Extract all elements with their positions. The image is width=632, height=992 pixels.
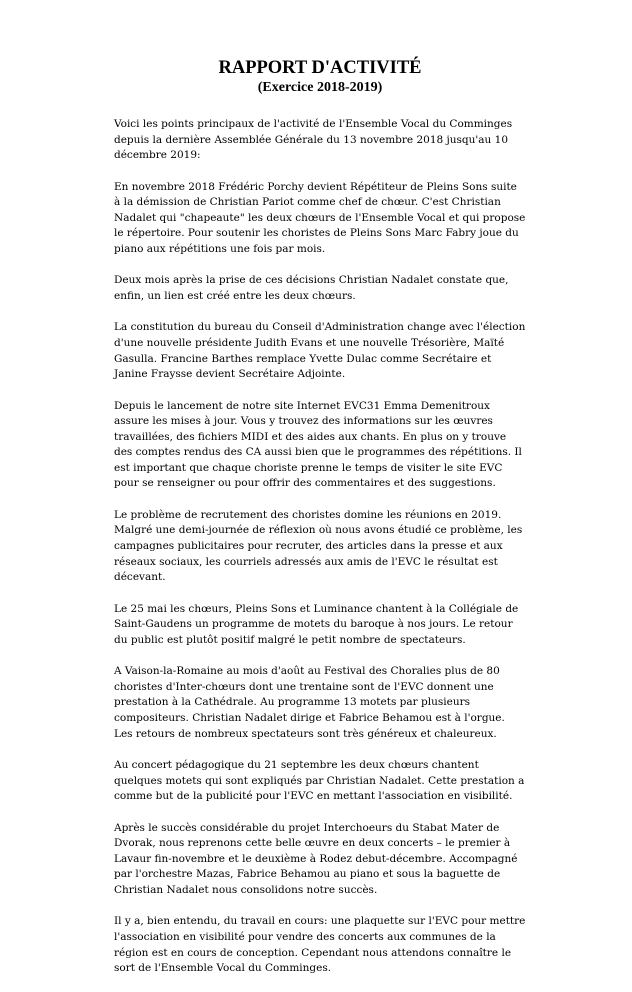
report-title: RAPPORT D'ACTIVITÉ xyxy=(218,58,422,78)
paragraph-intro: Voici les points principaux de l'activité de l'Ensemble Vocal du Comminges depuis la dernière Assemblée Générale du 13 novembre 2018 jusqu'au 10 décembre 2019: xyxy=(114,118,513,162)
paragraph-stabat-mater: Après le succès considérable du projet Interchoeurs du Stabat Mater de Dvorak, nous reprenons cette belle œuvre en deux concerts – le premier à Lavaur fin-novembre et le deuxième à Rodez debut-décembre. Accompagné par l'orchestre Mazas, Fabrice Behamou au piano et sous la baguette de Christian Nadalet nous consolidons notre succès. xyxy=(114,821,518,896)
paragraph-may-concert: Le 25 mai les chœurs, Pleins Sons et Luminance chantent à la Collégiale de Saint-Gaudens un programme de motets du baroque à nos jours. Le retour du public est plutôt positif malgré le petit nombre de spectateurs. xyxy=(114,602,519,646)
document-page xyxy=(114,58,526,992)
paragraph-two-months: Deux mois après la prise de ces décisions Christian Nadalet constate que, enfin, un lien est créé entre les deux chœurs. xyxy=(114,274,509,302)
paragraph-pedagogical-concert: Au concert pédagogique du 21 septembre les deux chœurs chantent quelques motets qui sont expliqués par Christian Nadalet. Cette prestation a comme but de la publicité pour l'EVC en mettant l'association en visibilité. xyxy=(114,758,525,803)
paragraph-recruitment: Le problème de recrutement des choristes domine les réunions en 2019. Malgré une demi-journée de réflexion où nous avons étudié ce problème, les campagnes publicitaires pour recruter, des articles dans la presse et aux réseaux sociaux, les courriels adressés aux amis de l'EVC le résultat est décevant. xyxy=(114,508,523,584)
paragraph-ongoing-work: Il y a, bien entendu, du travail en cours: une plaquette sur l'EVC pour mettre l'association en visibilité pour vendre des concerts aux communes de la région est en cours de conception. Cependant nous attendons connaître le sort de l'Ensemble Vocal du Comminges. xyxy=(114,915,526,975)
paragraph-choralies: A Vaison-la-Romaine au mois d'août au Festival des Choralies plus de 80 choristes d'Inter-chœurs dont une trentaine sont de l'EVC donnent une prestation à la Cathédrale. Au programme 13 motets par plusieurs compositeurs. Christian Nadalet dirige et Fabrice Behamou est à l'orgue. Les retours de nombreux spectateurs sont très généreux et chaleureux. xyxy=(114,665,505,740)
report-subtitle: (Exercice 2018-2019) xyxy=(257,80,383,95)
paragraph-board: La constitution du bureau du Conseil d'Administration change avec l'élection d'une nouvelle présidente Judith Evans et une nouvelle Trésorière, Maïté Gasulla. Francine Barthes remplace Yvette Dulac comme Secrétaire et Janine Fraysse devient Secrétaire Adjointe. xyxy=(114,321,526,381)
paragraph-website: Depuis le lancement de notre site Internet EVC31 Emma Demenitroux assure les mises à jour. Vous y trouvez des informations sur les œuvres travaillées, des fichiers MIDI et des aides aux chants. En plus on y trouve des comptes rendus des CA aussi bien que le programmes des répétitions. Il est important que chaque choriste prenne le temps de visiter le site EVC pour se renseigner ou pour offrir des commentaires et des suggestions. xyxy=(114,399,522,490)
paragraph-november-2018: En novembre 2018 Frédéric Porchy devient Répétiteur de Pleins Sons suite à la démission de Christian Pariot comme chef de chœur. C'est Christian Nadalet qui "chapeaute" les deux chœurs de l'Ensemble Vocal et qui propose le répertoire. Pour soutenir les choristes de Pleins Sons Marc Fabry joue du piano aux répétitions une fois par mois. xyxy=(114,180,526,255)
